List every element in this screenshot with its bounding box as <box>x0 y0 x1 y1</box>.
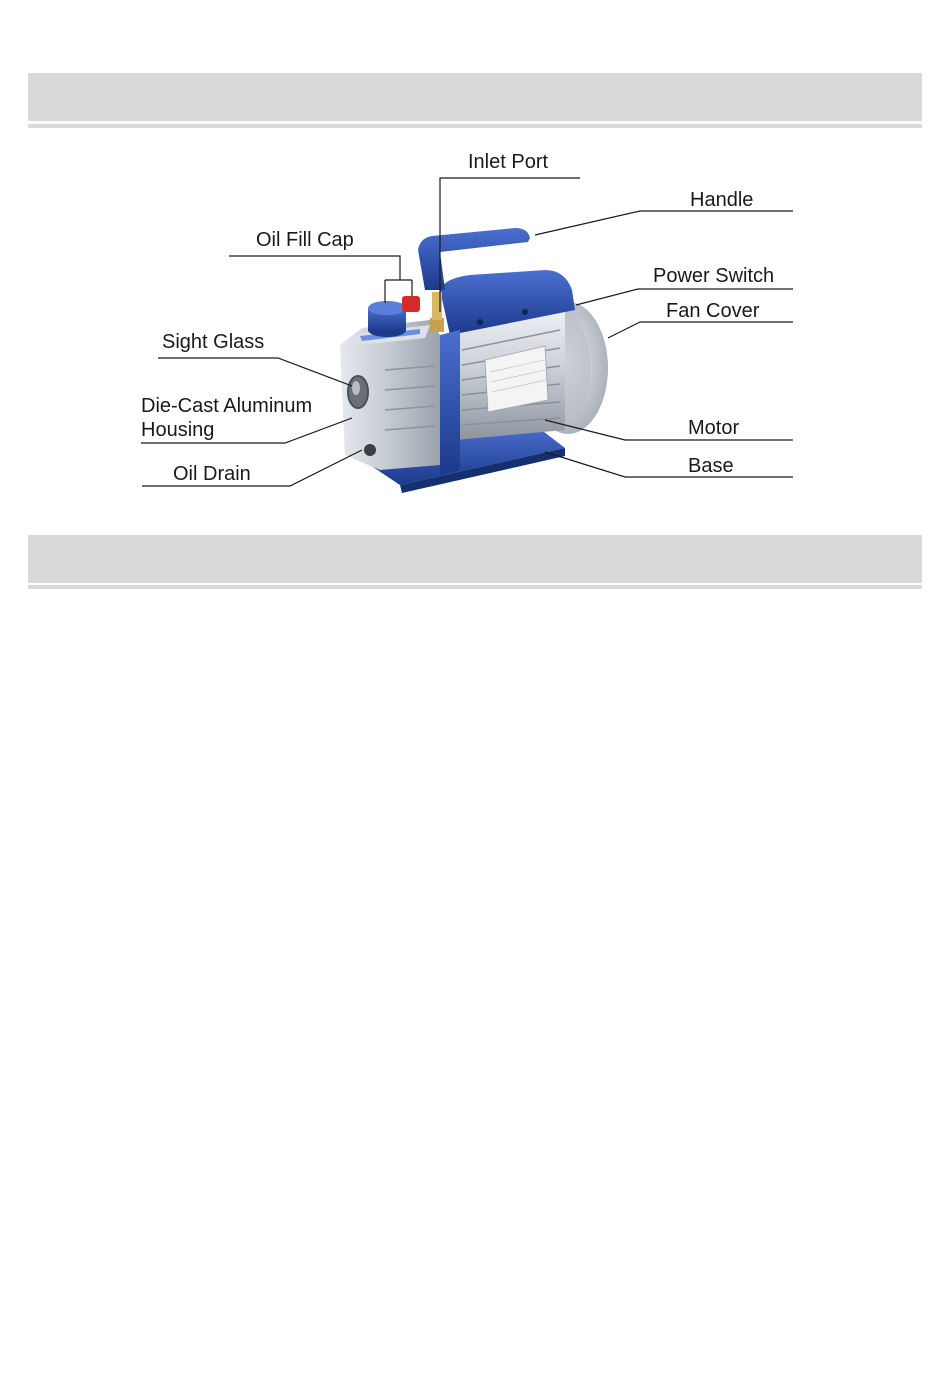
label-die-cast-line1: Die-Cast Aluminum <box>141 395 313 417</box>
section-divider <box>28 585 922 589</box>
label-sight-glass: Sight Glass <box>162 331 265 353</box>
section-header-bar <box>28 535 922 583</box>
pump-illustration <box>340 228 608 493</box>
label-handle: Handle <box>690 189 754 211</box>
red-valve-shape <box>402 296 420 312</box>
label-die-cast-line2: Housing <box>141 419 215 441</box>
label-base: Base <box>688 455 734 477</box>
label-oil-drain: Oil Drain <box>173 463 251 485</box>
vacuum-pump-diagram <box>0 0 950 600</box>
label-oil-fill-cap: Oil Fill Cap <box>256 229 354 251</box>
label-motor: Motor <box>688 417 740 439</box>
oil-drain-shape <box>364 444 376 456</box>
label-fan-cover: Fan Cover <box>666 300 760 322</box>
label-power-switch: Power Switch <box>653 265 775 287</box>
label-inlet-port: Inlet Port <box>468 151 549 173</box>
